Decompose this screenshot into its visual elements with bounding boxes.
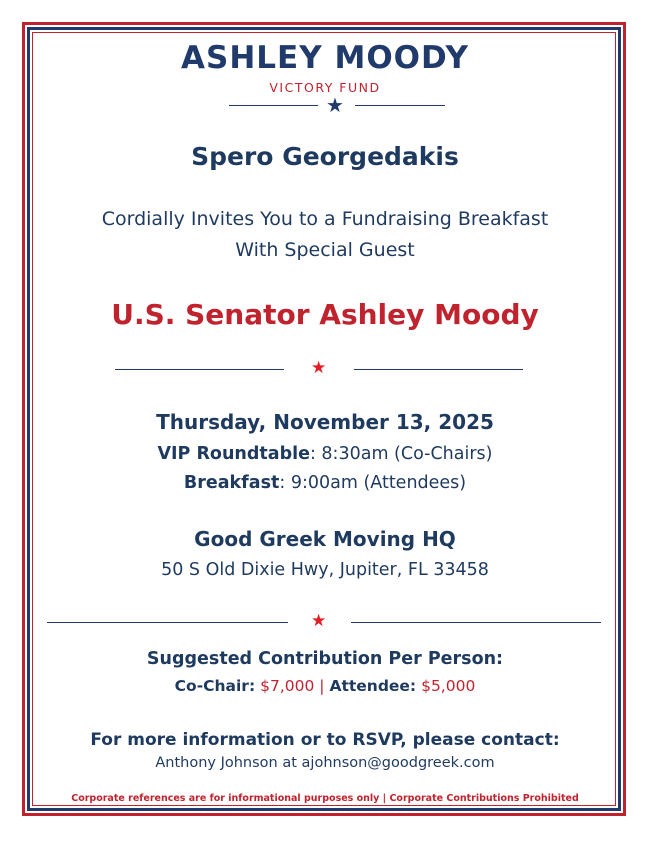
breakfast-label: Breakfast <box>183 473 280 493</box>
logo-org-name: ASHLEY MOODY <box>181 40 469 76</box>
vip-label: VIP Roundtable <box>157 444 310 464</box>
attendee-amount: $5,000 <box>421 677 476 695</box>
cochair-label: Co-Chair: <box>174 677 256 695</box>
logo-divider-left <box>229 105 318 106</box>
attendee-label: Attendee: <box>329 677 417 695</box>
venue-name: Good Greek Moving HQ <box>194 527 456 551</box>
logo-divider-right <box>355 105 445 106</box>
cochair-amount: $7,000 <box>260 677 315 695</box>
rsvp-contact: Anthony Johnson at ajohnson@goodgreek.com <box>155 755 495 771</box>
breakfast-schedule <box>0 473 650 493</box>
vip-schedule <box>0 444 650 464</box>
contribution-separator: | <box>319 677 325 695</box>
host-name: Spero Georgedakis <box>191 142 459 171</box>
divider-1-left <box>115 369 284 370</box>
special-guest: U.S. Senator Ashley Moody <box>111 298 539 331</box>
logo-org-sub: VICTORY FUND <box>269 80 381 95</box>
venue-address: 50 S Old Dixie Hwy, Jupiter, FL 33458 <box>161 560 489 580</box>
invitation-line-2: With Special Guest <box>235 239 415 261</box>
vip-time: : 8:30am (Co-Chairs) <box>309 444 493 464</box>
divider-1-right <box>354 369 523 370</box>
contribution-title: Suggested Contribution Per Person: <box>146 649 504 669</box>
divider-2-star-icon: ★ <box>311 611 327 631</box>
disclaimer: Corporate references are for informational purposes only | Corporate Contributions Prohibited <box>71 793 579 804</box>
contribution-levels <box>0 677 650 695</box>
event-date: Thursday, November 13, 2025 <box>156 410 494 434</box>
breakfast-time: : 9:00am (Attendees) <box>279 473 467 493</box>
logo-star-icon: ★ <box>326 93 344 117</box>
divider-2-right <box>351 622 601 623</box>
divider-1-star-icon: ★ <box>311 358 327 378</box>
invitation-line-1: Cordially Invites You to a Fundraising Breakfast <box>101 208 549 230</box>
rsvp-title: For more information or to RSVP, please contact: <box>90 730 560 750</box>
divider-2-left <box>47 622 288 623</box>
